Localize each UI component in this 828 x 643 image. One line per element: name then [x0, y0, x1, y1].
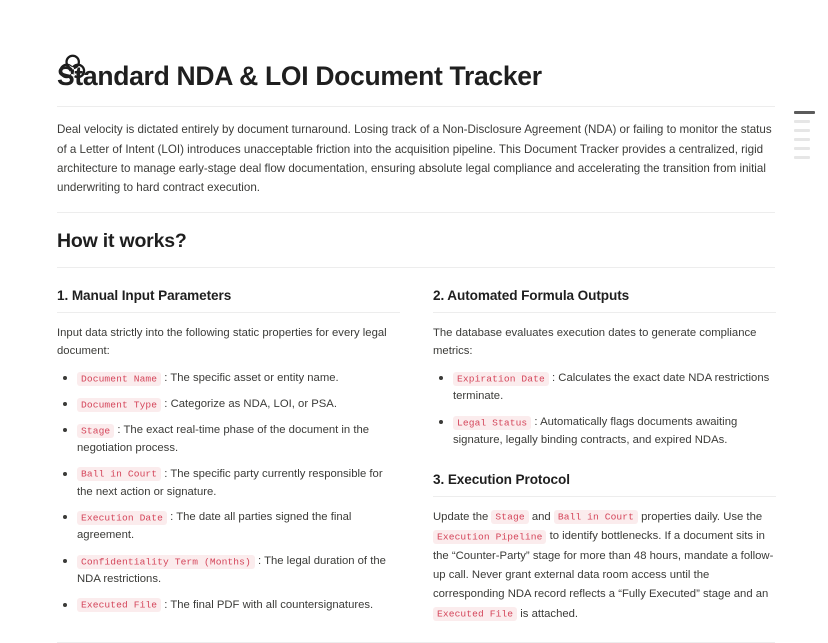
- outline-bar: [794, 129, 810, 132]
- outline-item-active[interactable]: [794, 108, 815, 117]
- outline-bar: [794, 138, 810, 141]
- section-2-heading: 2. Automated Formula Outputs: [433, 288, 630, 304]
- list-item: [57, 553, 400, 589]
- list-item-separator: :: [161, 467, 171, 480]
- list-item-separator: :: [531, 416, 541, 429]
- property-code-chip: Execution Pipeline: [433, 530, 546, 544]
- list-item-text: The date all parties signed the final agreement.: [77, 511, 352, 542]
- list-item-text: Calculates the exact date NDA restrictions terminate.: [453, 372, 770, 403]
- list-item-separator: :: [161, 372, 171, 385]
- how-it-works-heading: How it works?: [57, 230, 187, 253]
- section-1-heading: 1. Manual Input Parameters: [57, 288, 232, 304]
- list-item-separator: :: [161, 598, 171, 611]
- list-item-text: Automatically flags documents awaiting signature, legally binding contracts, and expired NDAs.: [453, 416, 738, 446]
- property-code-chip: Document Type: [77, 398, 161, 412]
- list-item: [57, 370, 400, 388]
- section-3-paragraph: [433, 497, 776, 625]
- list-item-separator: :: [254, 555, 265, 568]
- list-item-separator: :: [548, 372, 559, 385]
- property-code-chip: Executed File: [77, 598, 161, 612]
- property-code-chip: Legal Status: [453, 416, 531, 430]
- list-item: [57, 509, 400, 545]
- paragraph-text-run: properties daily. Use the: [638, 510, 763, 523]
- list-item-text: The exact real-time phase of the document in the negotiation process.: [77, 424, 370, 454]
- column-left: [57, 288, 400, 624]
- list-item-text: The specific asset or entity name.: [170, 372, 339, 385]
- outline-minimap-rail[interactable]: [794, 108, 824, 162]
- property-code-chip: Ball in Court: [554, 510, 638, 524]
- property-code-chip: Execution Date: [77, 511, 167, 525]
- outline-bar: [794, 147, 810, 150]
- outline-item-3[interactable]: [794, 126, 810, 135]
- section-3-heading: 3. Execution Protocol: [433, 471, 570, 487]
- outline-item-4[interactable]: [794, 135, 810, 144]
- property-code-chip: Document Name: [77, 372, 161, 386]
- intro-paragraph: Deal velocity is dictated entirely by document turnaround. Losing track of a Non-Disclosure Agreement (NDA) or failing to monitor the status of a Letter of Intent (LOI) introduces unacceptable friction into the acquisition pipeline. This Document Tracker provides a centralized, rigid architecture to manage early-stage deal flow documentation, ensuring absolute legal compliance and accelerating the transition from initial underwriting to hard contract execution.: [57, 123, 772, 195]
- list-item-text: Categorize as NDA, LOI, or PSA.: [170, 398, 337, 411]
- paragraph-text-run: and: [528, 510, 554, 523]
- paragraph-text-run: to identify bottlenecks. If a document sits in the “Counter-Party” stage for more than 48 hours, mandate a follow-up call. Never grant external data room access until the corresponding NDA record reflects a “Fully Executed” stage and an: [433, 530, 774, 601]
- list-item-text: The legal duration of the NDA restrictions.: [77, 555, 386, 585]
- property-code-chip: Stage: [77, 424, 114, 438]
- list-item: [433, 414, 776, 450]
- section-2-bullet-list: [433, 360, 776, 449]
- document-content: [57, 0, 775, 643]
- paragraph-text-run: Update the: [433, 510, 492, 523]
- outline-bar: [794, 120, 810, 123]
- list-item-separator: :: [161, 398, 171, 411]
- list-item-text: The specific party currently responsible for the next action or signature.: [77, 467, 383, 498]
- list-item: [57, 466, 400, 502]
- outline-item-2[interactable]: [794, 117, 810, 126]
- logo-container: [57, 0, 775, 52]
- property-code-chip: Confidentiality Term (Months): [77, 555, 255, 569]
- property-code-chip: Ball in Court: [77, 467, 161, 481]
- list-item-separator: :: [167, 511, 177, 524]
- outline-item-5[interactable]: [794, 144, 810, 153]
- column-right: [433, 288, 776, 624]
- list-item: [57, 597, 400, 615]
- list-item: [57, 396, 400, 414]
- section-2-lead: The database evaluates execution dates to generate compliance metrics:: [433, 327, 757, 358]
- paragraph-text-run: is attached.: [517, 607, 579, 620]
- section-1-bullet-list: [57, 360, 400, 614]
- property-code-chip: Stage: [491, 510, 528, 524]
- list-item-separator: :: [114, 424, 124, 437]
- list-item: [57, 422, 400, 458]
- outline-bar: [794, 156, 810, 159]
- list-item: [433, 370, 776, 406]
- section-3-container: [433, 450, 776, 625]
- property-code-chip: Expiration Date: [453, 372, 549, 386]
- section-1-lead: Input data strictly into the following static properties for every legal document:: [57, 327, 387, 358]
- property-code-chip: Executed File: [433, 607, 517, 621]
- page-title: Standard NDA & LOI Document Tracker: [57, 61, 542, 91]
- outline-bar: [794, 111, 815, 114]
- two-column-layout: [57, 268, 775, 624]
- outline-item-6[interactable]: [794, 153, 810, 162]
- list-item-text: The final PDF with all countersignatures.: [170, 598, 374, 611]
